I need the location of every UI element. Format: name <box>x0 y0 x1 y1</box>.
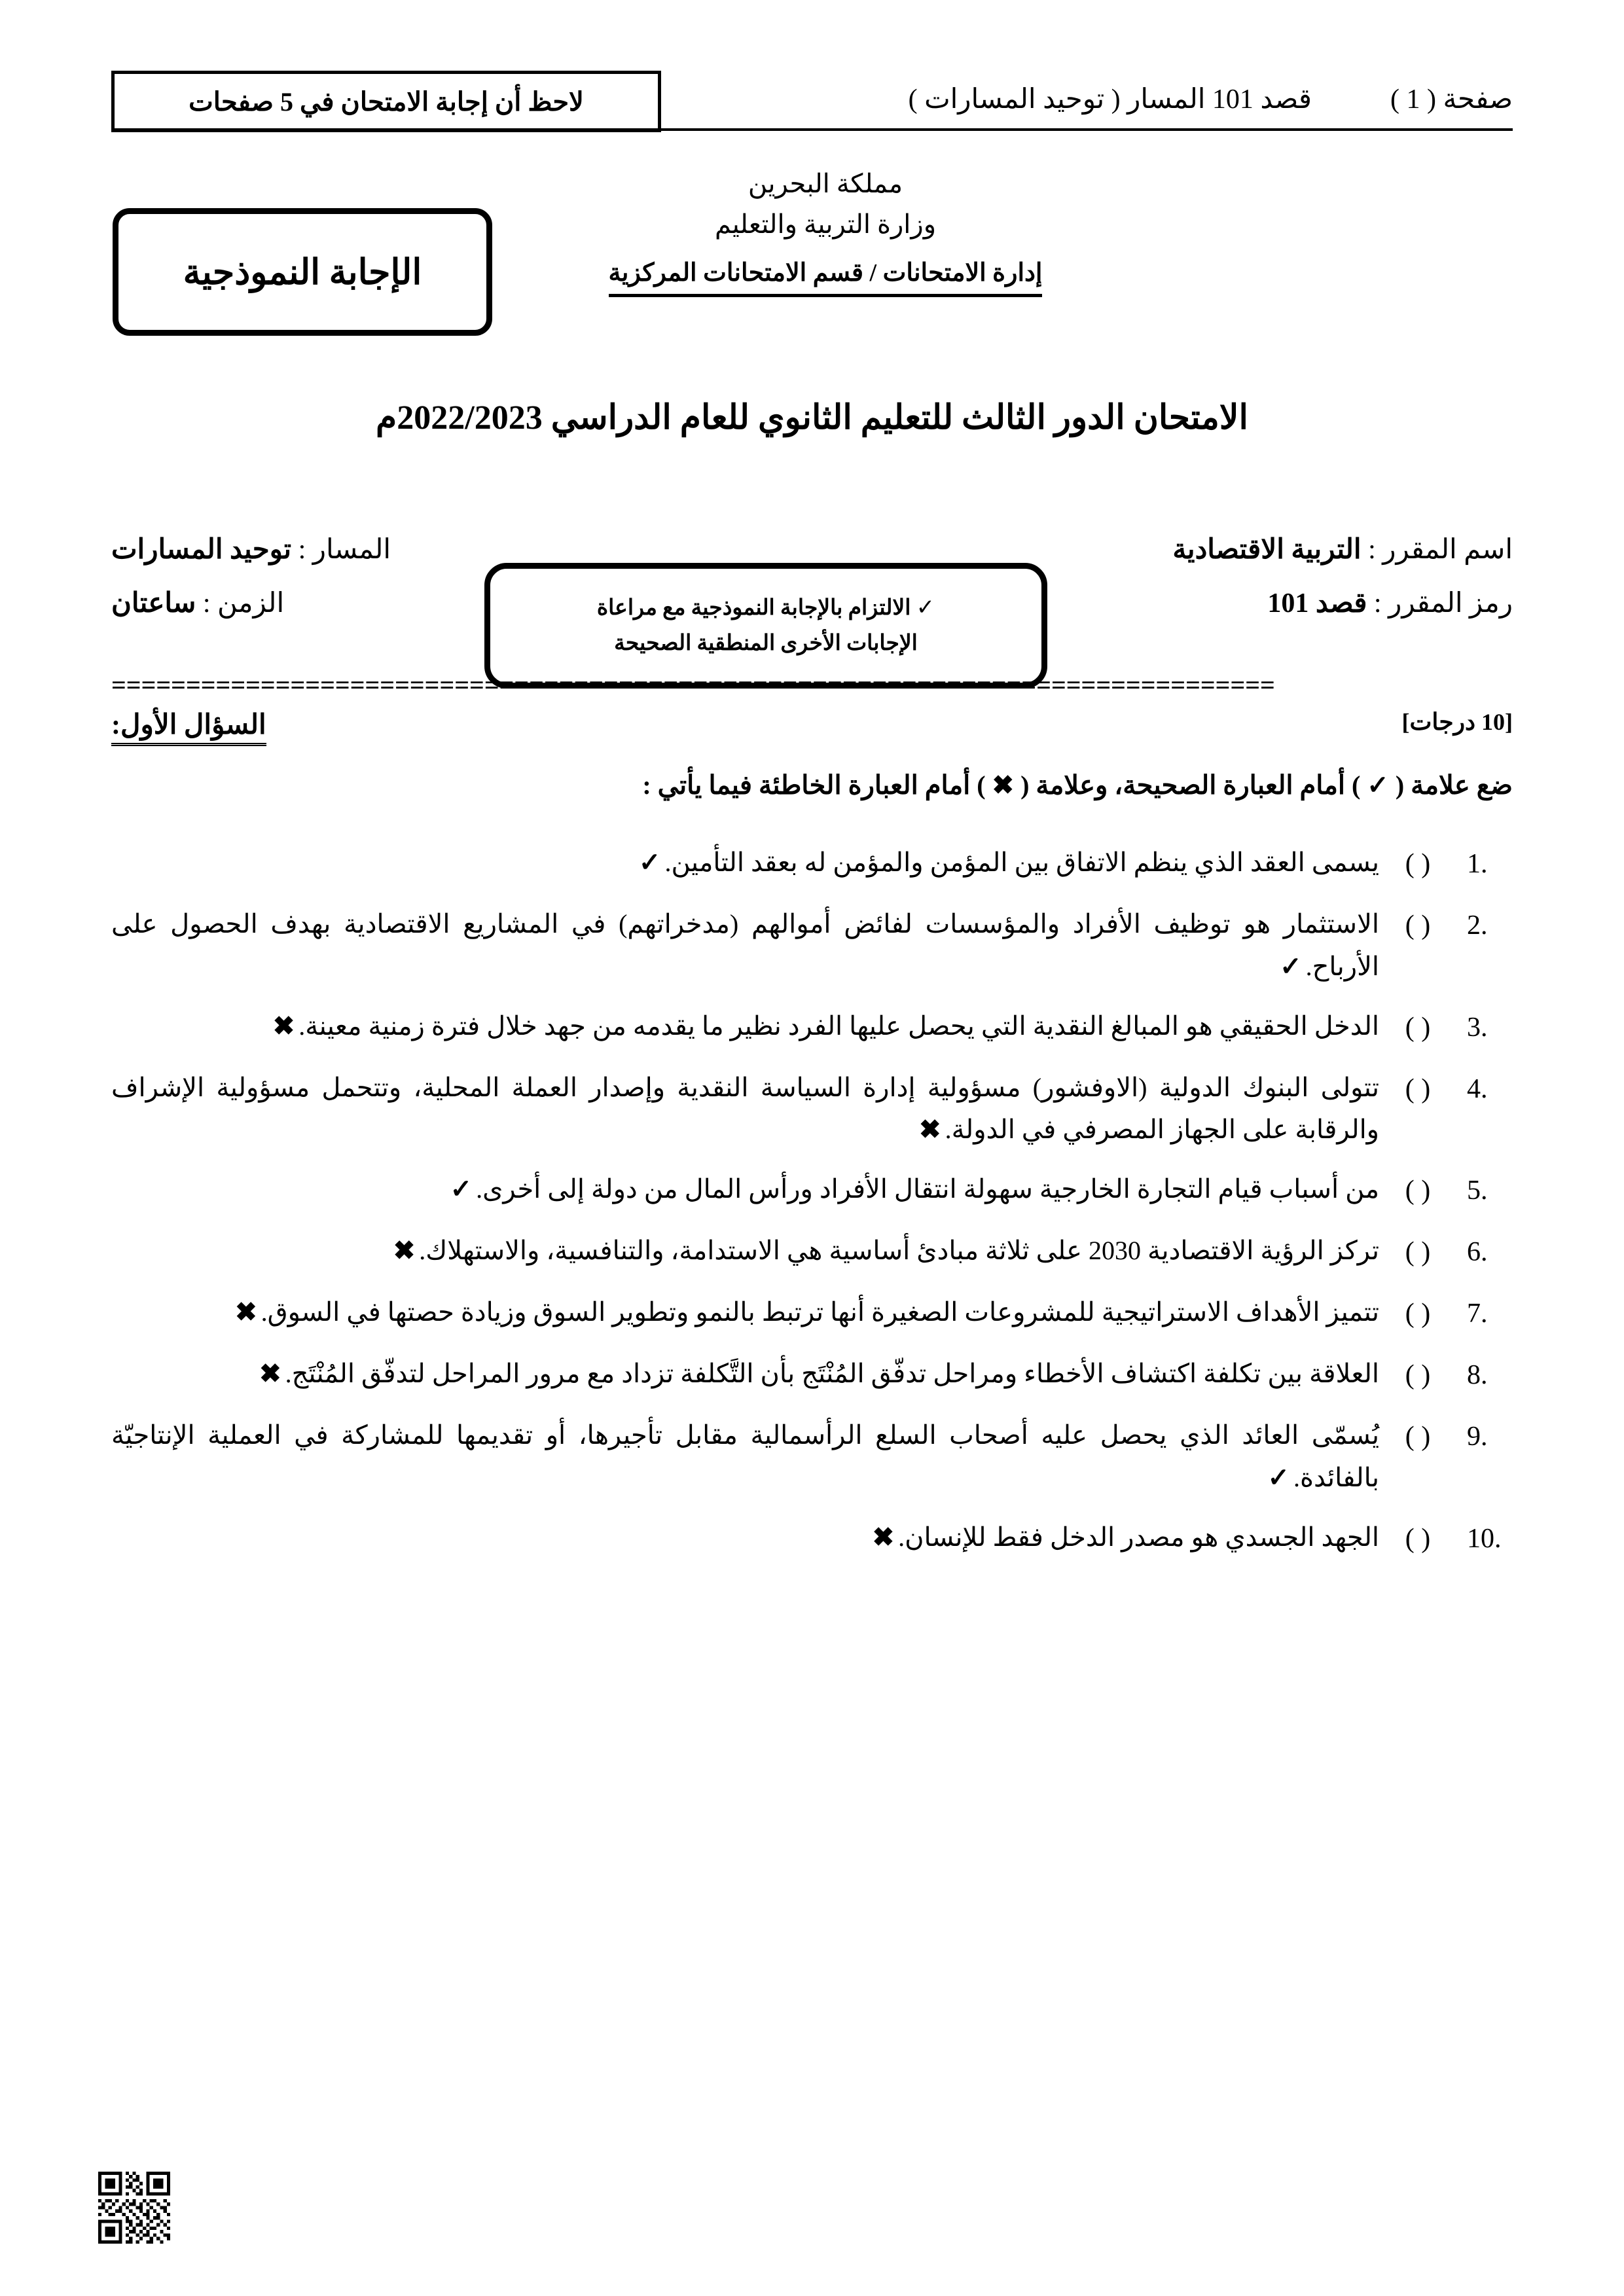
answer-blank[interactable]: ( ) <box>1405 1360 1431 1391</box>
item-number: .9 <box>1467 1422 1488 1452</box>
answer-mark: ✖ <box>872 1522 895 1552</box>
page-number-label: صفحة ( 1 ) <box>1390 84 1513 115</box>
header-divider <box>111 128 1513 131</box>
item-statement-text: يُسمّى العائد الذي يحصل عليه أصحاب السلع الرأسمالية مقابل تأجيرها، أو تقديمها للمشاركة في العملية الإنتاجيّة بالفائدة. <box>111 1420 1379 1493</box>
answer-blank[interactable]: ( ) <box>1405 1073 1431 1104</box>
item-statement <box>111 1067 1379 1152</box>
item-statement-text: الدخل الحقيقي هو المبالغ النقدية التي يحصل عليها الفرد نظير ما يقدمه من جهد خلال فترة زمنية معينة. <box>298 1011 1379 1041</box>
answer-mark: ✖ <box>393 1236 416 1266</box>
path-label: المسار : <box>298 535 391 565</box>
item-number: .5 <box>1467 1175 1488 1206</box>
model-answer-badge-text: الإجابة النموذجية <box>183 253 422 292</box>
item-statement-text: تتولى البنوك الدولية (الاوفشور) مسؤولية إدارة السياسة النقدية وإصدار العملة المحلية، وتتحمل مسؤولية الإشراف والرقابة على الجهاز المصرفي في الدولة. <box>111 1072 1379 1145</box>
item-statement <box>111 1005 1379 1048</box>
item-statement <box>111 1414 1379 1499</box>
answer-mark: ✖ <box>272 1011 295 1041</box>
question-item <box>111 1067 1513 1152</box>
question-item <box>111 1414 1513 1499</box>
item-statement-text: تتميز الأهداف الاستراتيجية للمشروعات الصغيرة أنها ترتبط بالنمو وتطوير السوق وزيادة حصتها في السوق. <box>261 1297 1379 1327</box>
grading-guideline-text <box>583 590 949 660</box>
subject-value: التربية الاقتصادية <box>1172 535 1362 565</box>
item-statement-text: يسمى العقد الذي ينظم الاتفاق بين المؤمن والمؤمن له بعقد التأمين. <box>664 848 1379 877</box>
ministry-block <box>537 164 1113 297</box>
question-item <box>111 842 1513 886</box>
time-label: الزمن : <box>202 588 285 619</box>
item-statement <box>111 903 1379 988</box>
path-value: توحيد المسارات <box>111 535 292 565</box>
answer-mark: ✓ <box>638 848 661 877</box>
item-number: .1 <box>1467 849 1488 879</box>
subject-row <box>1041 524 1513 577</box>
question-one-header <box>111 708 1513 746</box>
question-item <box>111 1516 1513 1561</box>
time-row <box>111 577 530 631</box>
item-statement <box>111 1516 1379 1559</box>
answer-mark: ✖ <box>259 1359 281 1389</box>
subject-label: اسم المقرر : <box>1368 535 1513 565</box>
section-separator: ============================================================================== <box>111 670 1275 700</box>
item-number: .10 <box>1467 1523 1502 1554</box>
check-icon: ✓ <box>916 596 935 620</box>
pages-count-note <box>111 71 661 132</box>
item-number: .2 <box>1467 910 1488 941</box>
answer-mark: ✖ <box>919 1115 941 1145</box>
question-item <box>111 1230 1513 1274</box>
answer-blank[interactable]: ( ) <box>1405 910 1431 941</box>
answer-blank[interactable]: ( ) <box>1405 1422 1431 1452</box>
department-name: إدارة الامتحانات / قسم الامتحانات المركزية <box>609 254 1043 297</box>
time-value: ساعتان <box>111 588 196 619</box>
question-item <box>111 1168 1513 1213</box>
answer-blank[interactable]: ( ) <box>1405 849 1431 879</box>
item-number: .6 <box>1467 1237 1488 1268</box>
item-statement-text: الاستثمار هو توظيف الأفراد والمؤسسات لفائض أموالهم (مدخراتهم) في المشاريع الاقتصادية بهدف الحصول على الأرباح. <box>111 909 1380 981</box>
model-answer-badge <box>113 208 492 336</box>
answer-mark: ✓ <box>450 1174 473 1204</box>
answer-mark: ✖ <box>235 1297 257 1327</box>
question-one-title: السؤال الأول: <box>111 708 266 746</box>
guideline-line-2: الإجابات الأخرى المنطقية الصحيحة <box>614 631 918 655</box>
question-one-items <box>111 842 1513 1578</box>
item-number: .7 <box>1467 1299 1488 1329</box>
answer-blank[interactable]: ( ) <box>1405 1175 1431 1206</box>
pages-count-note-text: لاحظ أن إجابة الامتحان في 5 صفحات <box>189 86 584 117</box>
exam-title: الامتحان الدور الثالث للتعليم الثانوي للعام الدراسي 2022/2023م <box>376 399 1248 437</box>
answer-mark: ✓ <box>1280 951 1302 981</box>
code-row <box>1041 577 1513 631</box>
path-row <box>111 524 530 577</box>
answer-blank[interactable]: ( ) <box>1405 1012 1431 1043</box>
item-statement <box>111 1291 1379 1334</box>
item-number: .3 <box>1467 1012 1488 1043</box>
ministry-name: وزارة التربية والتعليم <box>714 209 937 239</box>
question-item <box>111 1291 1513 1336</box>
country-name: مملكة البحرين <box>748 169 903 198</box>
answer-blank[interactable]: ( ) <box>1405 1237 1431 1268</box>
question-item <box>111 1353 1513 1397</box>
answer-blank[interactable]: ( ) <box>1405 1299 1431 1329</box>
code-value: قصد 101 <box>1267 588 1367 619</box>
item-statement-text: تركز الرؤية الاقتصادية 2030 على ثلاثة مبادئ أساسية هي الاستدامة، والتنافسية، والاستهلاك. <box>419 1236 1379 1266</box>
item-statement <box>111 1353 1379 1395</box>
course-info-left <box>111 524 530 631</box>
guideline-line-1: الالتزام بالإجابة النموذجية مع مراعاة <box>596 596 911 620</box>
header-course-path: قصد 101 المسار ( توحيد المسارات ) <box>908 84 1312 115</box>
question-item <box>111 1005 1513 1050</box>
item-statement-text: من أسباب قيام التجارة الخارجية سهولة انتقال الأفراد ورأس المال من دولة إلى أخرى. <box>476 1174 1379 1204</box>
item-statement-text: العلاقة بين تكلفة اكتشاف الأخطاء ومراحل تدفّق المُنْتَج بأن التَّكلفة تزداد مع مرور المراحل لتدفّق المُنْتَج. <box>285 1359 1379 1389</box>
page-header <box>111 71 1513 136</box>
answer-blank[interactable]: ( ) <box>1405 1523 1431 1554</box>
question-item <box>111 903 1513 988</box>
question-one-instruction: ضع علامة ( ✓ ) أمام العبارة الصحيحة، وعلامة ( ✖ ) أمام العبارة الخاطئة فيما يأتي : <box>642 770 1513 800</box>
qr-code <box>98 2172 170 2244</box>
answer-mark: ✓ <box>1267 1463 1290 1493</box>
item-statement <box>111 842 1379 884</box>
item-number: .4 <box>1467 1073 1488 1104</box>
header-meta <box>909 82 1513 115</box>
item-statement <box>111 1230 1379 1272</box>
item-number: .8 <box>1467 1360 1488 1391</box>
item-statement <box>111 1168 1379 1211</box>
question-one-marks: [10 درجات] <box>1401 709 1513 735</box>
code-label: رمز المقرر : <box>1373 588 1513 619</box>
course-info-right <box>1041 524 1513 631</box>
item-statement-text: الجهد الجسدي هو مصدر الدخل فقط للإنسان. <box>898 1522 1379 1552</box>
